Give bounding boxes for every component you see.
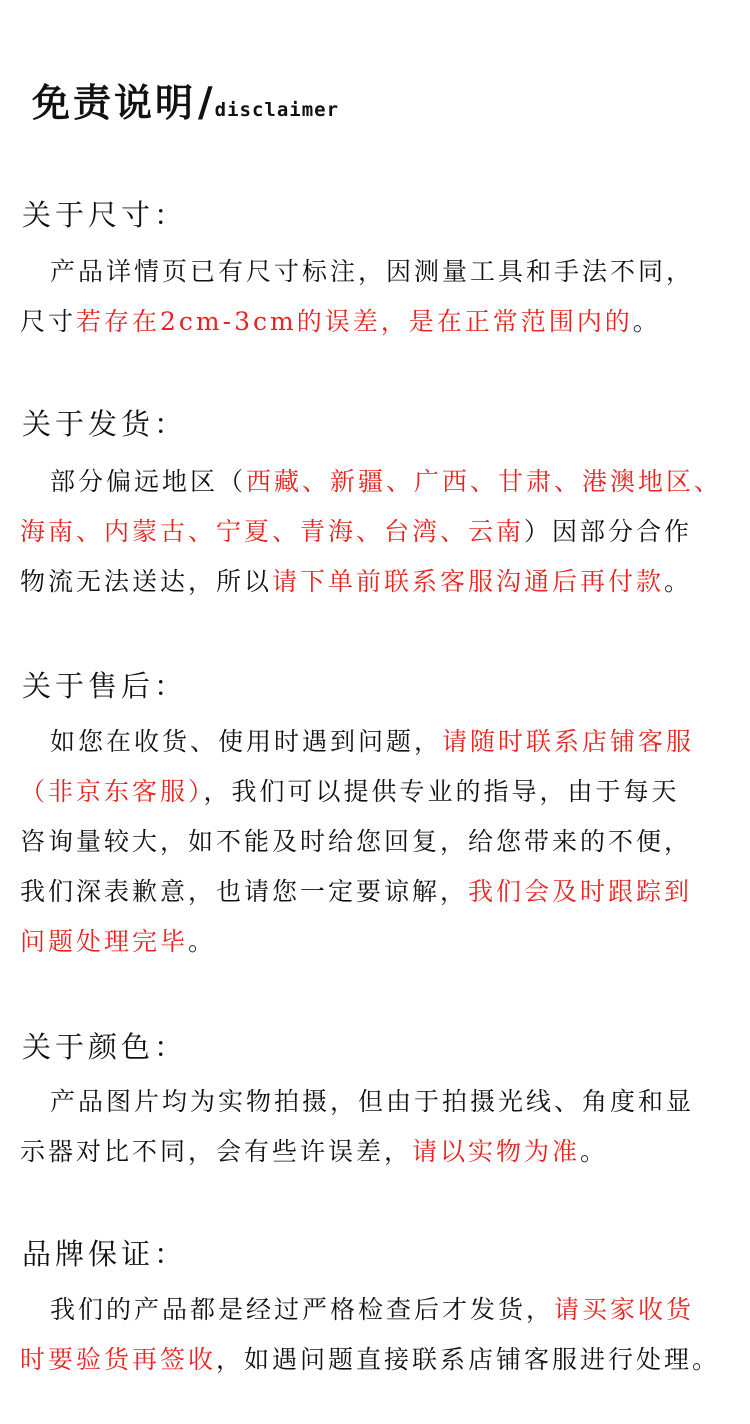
body-text: 物流无法送达，所以 (20, 567, 273, 596)
paragraph-line (20, 562, 692, 598)
body-text: ，我们可以提供专业的指导，由于每天 (203, 777, 680, 806)
paragraph-line (20, 1132, 608, 1168)
highlight-text: 我们会及时跟踪到 (468, 877, 693, 906)
paragraph-line (20, 822, 692, 858)
highlight-text: 请买家收货 (554, 1295, 695, 1324)
body-text: 我们的产品都是经过严格检查后才发货， (50, 1295, 555, 1324)
highlight-text: 时要验货再签收 (20, 1345, 217, 1374)
highlight-text: 请随时联系店铺客服 (442, 727, 695, 756)
paragraph-line (20, 512, 692, 548)
title-english: disclaimer (214, 99, 340, 121)
body-text: ）因部分合作 (524, 517, 693, 546)
highlight-text: 请下单前联系客服沟通后再付款 (272, 567, 665, 596)
highlight-text: 若存在2cm-3cm的误差，是在正常范围内的 (76, 307, 633, 336)
body-text: 咨询量较大，如不能及时给您回复，给您带来的不便， (20, 827, 693, 856)
body-text: 产品图片均为实物拍摄，但由于拍摄光线、角度和显 (50, 1087, 695, 1116)
body-text: 部分偏远地区（ (50, 467, 247, 496)
paragraph-line (50, 722, 694, 758)
highlight-text: 海南、内蒙古、宁夏、青海、台湾、云南 (20, 517, 525, 546)
body-text: 示器对比不同，会有些许误差， (20, 1137, 413, 1166)
title-slash: / (198, 79, 213, 126)
body-text: 我们深表歉意，也请您一定要谅解， (20, 877, 469, 906)
section-heading: 关于售后： (22, 669, 188, 703)
paragraph-line (50, 1290, 694, 1326)
paragraph-line (50, 252, 694, 288)
body-text: 如您在收货、使用时遇到问题， (50, 727, 443, 756)
paragraph-line (20, 302, 661, 338)
body-text: 。 (188, 927, 217, 956)
body-text: ，如遇问题直接联系店铺客服进行处理。 (216, 1345, 721, 1374)
section-heading: 关于尺寸： (22, 198, 188, 232)
highlight-text: （非京东客服） (20, 777, 204, 806)
section-heading: 关于颜色： (22, 1030, 188, 1064)
section-heading: 品牌保证： (22, 1237, 188, 1271)
highlight-text: 问题处理完毕 (20, 927, 189, 956)
paragraph-line (20, 1340, 720, 1376)
title-main: 免责说明 (32, 80, 197, 125)
highlight-text: 西藏、新疆、广西、甘肃、港澳地区、 (246, 467, 723, 496)
paragraph-line (50, 1082, 694, 1118)
body-text: 尺寸 (20, 307, 77, 336)
body-text: 产品详情页已有尺寸标注，因测量工具和手法不同， (50, 257, 695, 286)
body-text: 。 (664, 567, 693, 596)
highlight-text: 请以实物为准 (412, 1137, 581, 1166)
body-text: 。 (632, 307, 661, 336)
paragraph-line (20, 872, 692, 908)
body-text: 。 (580, 1137, 609, 1166)
paragraph-line (20, 922, 216, 958)
paragraph-line (20, 772, 680, 808)
section-heading: 关于发货： (22, 407, 188, 441)
page-title (32, 72, 339, 127)
paragraph-line (50, 462, 722, 498)
